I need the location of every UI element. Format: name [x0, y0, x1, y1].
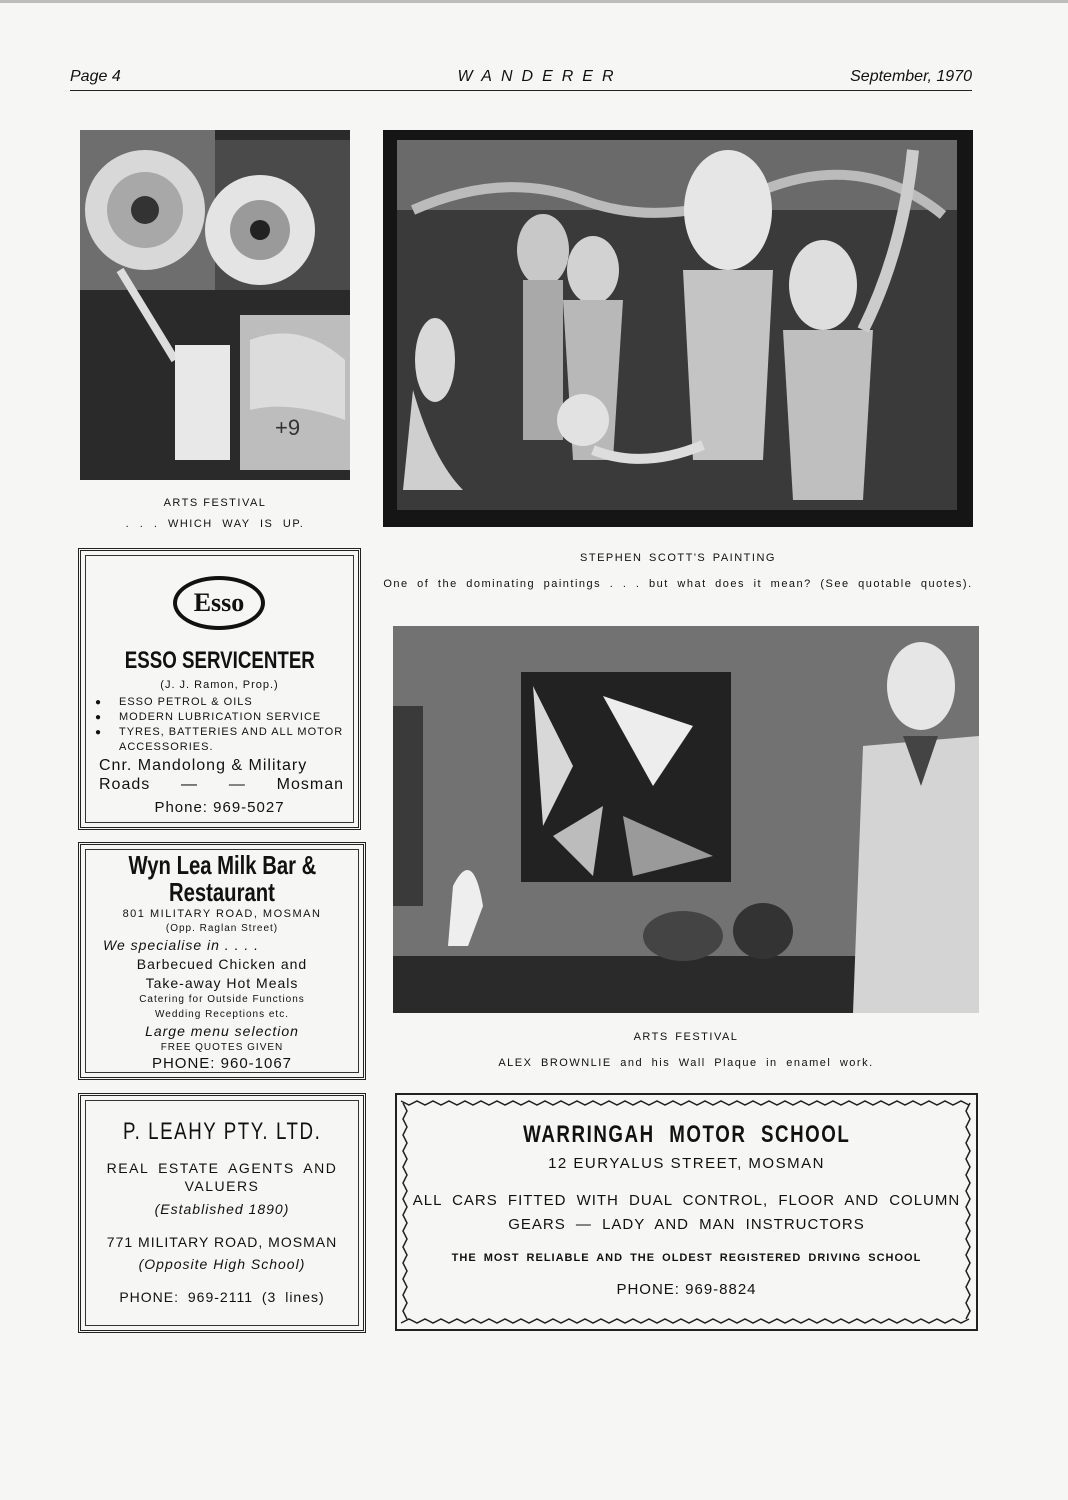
photo1-caption-title: ARTS FESTIVAL	[163, 497, 267, 509]
esso-title: ESSO SERVICENTER	[124, 647, 315, 674]
photo3-caption-title: ARTS FESTIVAL	[633, 1031, 739, 1043]
wynlea-title-line2: Restaurant	[169, 877, 275, 907]
esso-address-dash: —	[181, 776, 199, 793]
warringah-line3: THE MOST RELIABLE AND THE OLDEST REGISTERED DRIVING SCHOOL	[451, 1252, 922, 1264]
issue-date: September, 1970	[850, 68, 972, 85]
esso-logo-text: Esso	[193, 588, 245, 617]
page-number: Page 4	[70, 68, 121, 85]
photo-wall-plaque	[393, 626, 979, 1013]
esso-service-item: ● TYRES, BATTERIES AND ALL MOTOR ACCESSORIES.	[91, 725, 346, 755]
warringah-address: 12 EURYALUS STREET, MOSMAN	[548, 1155, 825, 1172]
photo-sculpture	[80, 130, 350, 480]
leahy-title: P. LEAHY PTY. LTD.	[122, 1118, 322, 1145]
wynlea-ad	[78, 842, 366, 1080]
wynlea-address: 801 MILITARY ROAD, MOSMAN	[122, 908, 322, 920]
wynlea-menu-line1: Barbecued Chicken and	[136, 956, 308, 972]
esso-address-line2	[99, 776, 344, 794]
leahy-line2: VALUERS	[184, 1178, 260, 1194]
photo2-caption-subtitle: One of the dominating paintings . . . but what does it mean? (See quotable quotes).	[383, 578, 973, 590]
wynlea-catering: Catering for Outside Functions	[139, 994, 305, 1005]
esso-logo	[173, 576, 265, 630]
svg-text:+9: +9	[275, 415, 301, 440]
photo2-caption-title: STEPHEN SCOTT'S PAINTING	[580, 552, 776, 564]
esso-service-item: ● ESSO PETROL & OILS	[91, 695, 346, 710]
esso-services-list	[91, 695, 346, 755]
photo-painting	[383, 130, 973, 527]
leahy-opposite: (Opposite High School)	[138, 1256, 306, 1272]
wynlea-menu-selection: Large menu selection	[145, 1023, 299, 1039]
wynlea-opposite: (Opp. Raglan Street)	[165, 923, 279, 934]
esso-phone: Phone: 969-5027	[154, 799, 285, 816]
top-border	[0, 0, 1068, 3]
leahy-established: (Established 1890)	[154, 1201, 290, 1217]
photo3-caption-subtitle: ALEX BROWNLIE and his Wall Plaque in enamel work.	[498, 1057, 874, 1069]
esso-service-item: ● MODERN LUBRICATION SERVICE	[91, 710, 346, 725]
wynlea-title-line1: Wyn Lea Milk Bar &	[128, 850, 316, 880]
header-rule	[70, 90, 972, 91]
wynlea-menu-line2: Take-away Hot Meals	[145, 975, 299, 991]
warringah-title: WARRINGAH MOTOR SCHOOL	[522, 1121, 851, 1148]
leahy-address: 771 MILITARY ROAD, MOSMAN	[106, 1234, 338, 1250]
wynlea-free-quotes: FREE QUOTES GIVEN	[160, 1042, 284, 1053]
esso-address-dash: —	[228, 776, 246, 793]
wynlea-phone: PHONE: 960-1067	[151, 1055, 293, 1072]
warringah-ad	[395, 1093, 978, 1331]
wynlea-weddings: Wedding Receptions etc.	[155, 1009, 289, 1020]
publication-title: WANDERER	[457, 68, 623, 85]
esso-address-line1: Cnr. Mandolong & Military	[99, 757, 308, 774]
leahy-ad	[78, 1093, 366, 1333]
leahy-line1: REAL ESTATE AGENTS AND	[106, 1160, 338, 1176]
esso-address-roads: Roads	[99, 776, 151, 793]
wynlea-specialise: We specialise in . . . .	[103, 937, 260, 953]
leahy-phone: PHONE: 969-2111 (3 lines)	[119, 1289, 325, 1305]
warringah-line2: GEARS — LADY AND MAN INSTRUCTORS	[508, 1216, 865, 1233]
warringah-line1: ALL CARS FITTED WITH DUAL CONTROL, FLOOR AND COLUMN	[412, 1192, 961, 1209]
photo1-caption-subtitle: . . . WHICH WAY IS UP.	[125, 518, 305, 530]
esso-proprietor: (J. J. Ramon, Prop.)	[160, 679, 279, 691]
warringah-phone: PHONE: 969-8824	[616, 1281, 757, 1298]
esso-ad	[78, 548, 361, 830]
esso-address-suburb: Mosman	[276, 776, 344, 793]
